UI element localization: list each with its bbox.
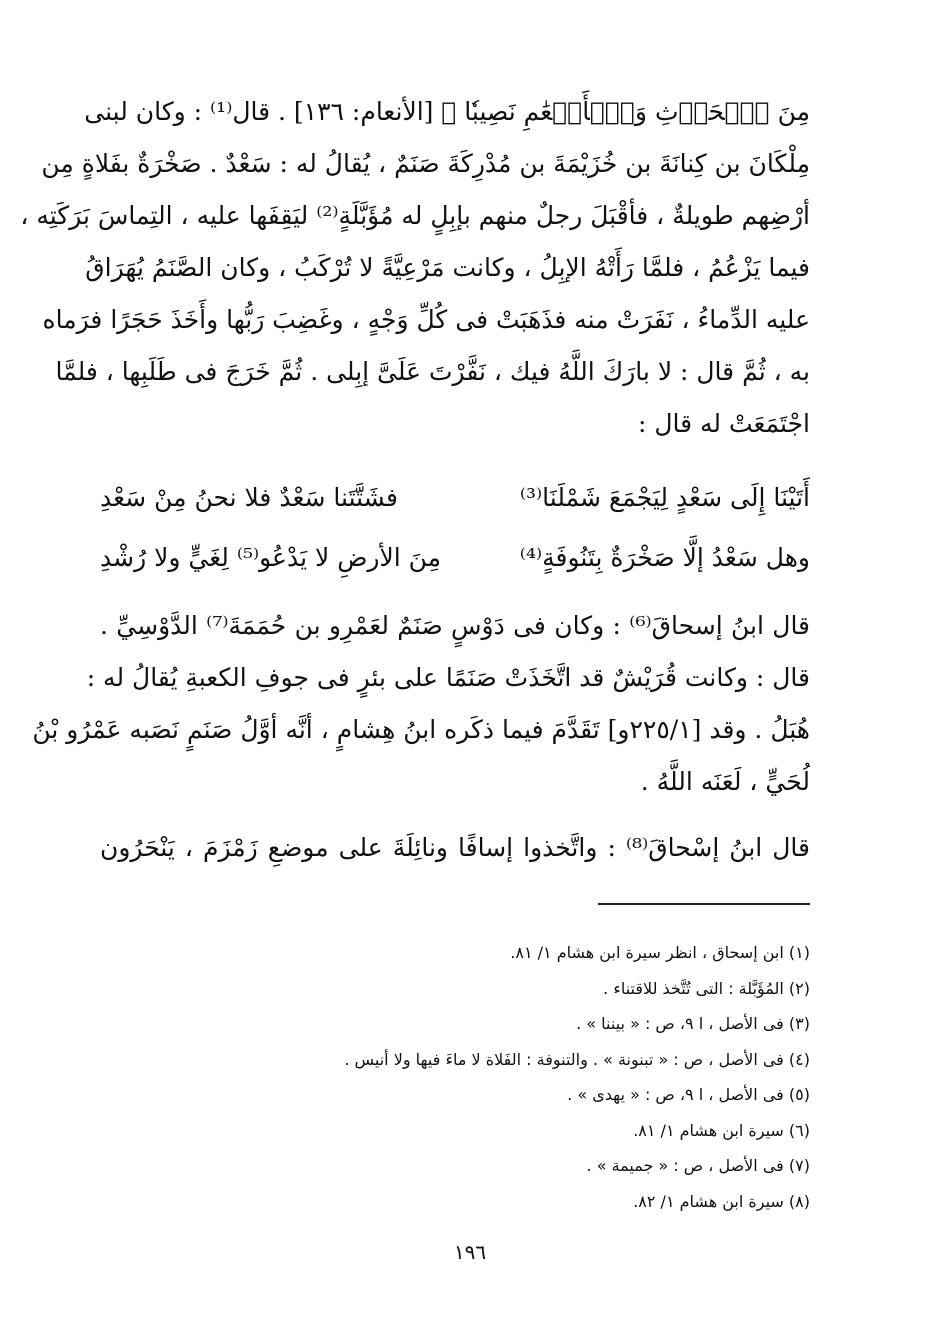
text-line: لُحَيٍّ ، لَعَنَه اللَّهُ . (640, 767, 810, 796)
footnote-item: (١) ابن إسحاق ، انظر سيرة ابن هشام ١/ ٨١. (510, 943, 810, 962)
footnote-item: (٨) سيرة ابن هشام ١/ ٨٢. (633, 1191, 810, 1211)
text-line: مِلْكَانَ بن كِنانَةَ بن خُزَيْمَةَ بن مُدْرِكَةَ صَنَمٌ ، يُقالُ له : سَعْدٌ . صَخْرَةٌ بفَلاةٍ مِن (41, 149, 810, 178)
footnotes (100, 935, 810, 1219)
text-line: فيما يَزْعُمُ ، فلمَّا رَأَتْهُ الإبِلُ ، وكانت مَرْعِيَّةً لا تُرْكَبُ ، وكان الصَّنَمُ يُهَرَاقُ (85, 253, 810, 282)
verse-line (100, 468, 810, 528)
text-line: مِنَ ٱلۡحَرۡثِ وَٱلۡأَنۡعَٰمِ نَصِيبٗا ﴾ [الأنعام: ١٣٦] . قال⁽¹⁾ : وكان لبنى (84, 97, 810, 126)
second-hemistich: مِنَ الأرضِ لا يَدْعُو⁽⁵⁾ لِغَيٍّ ولا رُشْدِ (100, 543, 442, 572)
text-line: اجْتَمَعَتْ له قال : (637, 409, 810, 438)
text-line: عليه الدِّماءُ ، نَفَرَتْ منه فذَهَبَتْ فى كُلِّ وَجْهٍ ، وغَضِبَ رَبُّها وأَخَذَ حَجَرًا فرَماه (42, 305, 810, 334)
footnote-separator (598, 903, 810, 905)
poem-verses (100, 468, 810, 588)
first-hemistich: أَتَيْنَا إِلَى سَعْدٍ لِيَجْمَعَ شَمْلَنَا⁽³⁾ (519, 483, 810, 512)
main-paragraph-3 (100, 822, 810, 874)
footnote-item: (٦) سيرة ابن هشام ١/ ٨١. (633, 1120, 810, 1140)
text-line: قال ابنُ إسْحاقَ⁽⁸⁾ : واتَّخذوا إسافًا ونائِلَةَ على موضعِ زَمْزَمَ ، يَنْحَرُون (100, 833, 810, 862)
text-line: قال ابنُ إسحاقَ⁽⁶⁾ : وكان فى دَوْسٍ صَنَمٌ لعَمْرِو بن حُمَمَةَ⁽⁷⁾ الدَّوْسِيِّ . (100, 611, 811, 640)
footnote-item: (٥) فى الأصل ، ا ٩، ص : « يهدى » . (567, 1085, 810, 1104)
footnote-item: (٢) المُؤَبَّلة : التى تُتَّخذ للاقتناء . (603, 978, 810, 998)
main-paragraph-2 (32, 600, 811, 808)
verse-line (100, 528, 810, 588)
main-paragraph-1 (20, 86, 810, 450)
footnote-item: (٤) فى الأصل ، ص : « تبنونة » . والتنوفة : الفَلاة لا ماءَ فيها ولا أنيس . (344, 1049, 810, 1069)
text-line: به ، ثُمَّ قال : لا بارَكَ اللَّهُ فيك ، نَفَّرْتَ عَلَىَّ إبِلى . ثُمَّ خَرَجَ فى طَلَبِها ، فلمَّا (55, 357, 810, 386)
first-hemistich: وهل سَعْدُ إلَّا صَخْرَةٌ بِتَنُوفَةٍ⁽⁴⁾ (519, 543, 810, 572)
text-line: أرْضِهم طويلةٌ ، فأقْبَلَ رجلٌ منهم بإبِلٍ له مُؤَبَّلَةٍ⁽²⁾ ليَقِفَها عليه ، التِماسَ بَرَكَتِه ، (20, 201, 810, 230)
footnote-item: (٣) فى الأصل ، ا ٩، ص : « بيننا » . (576, 1014, 810, 1033)
page-number: ١٩٦ (453, 1240, 487, 1264)
footnote-item: (٧) فى الأصل ، ص : « جميمة » . (586, 1156, 810, 1175)
second-hemistich: فشَتَّتَنا سَعْدٌ فلا نحنُ مِنْ سَعْدِ (100, 483, 398, 512)
text-line: هُبَلُ . وقد [٢٢٥/١و] تَقَدَّمَ فيما ذكَره ابنُ هِشامٍ ، أنَّه أوَّلُ صَنَمٍ نَصَبه عَمْرُو بْنُ (32, 715, 810, 744)
text-line: قال : وكانت قُرَيْشٌ قد اتَّخَذَتْ صَنَمًا على بئرٍ فى جوفِ الكعبةِ يُقالُ له : (86, 663, 810, 692)
